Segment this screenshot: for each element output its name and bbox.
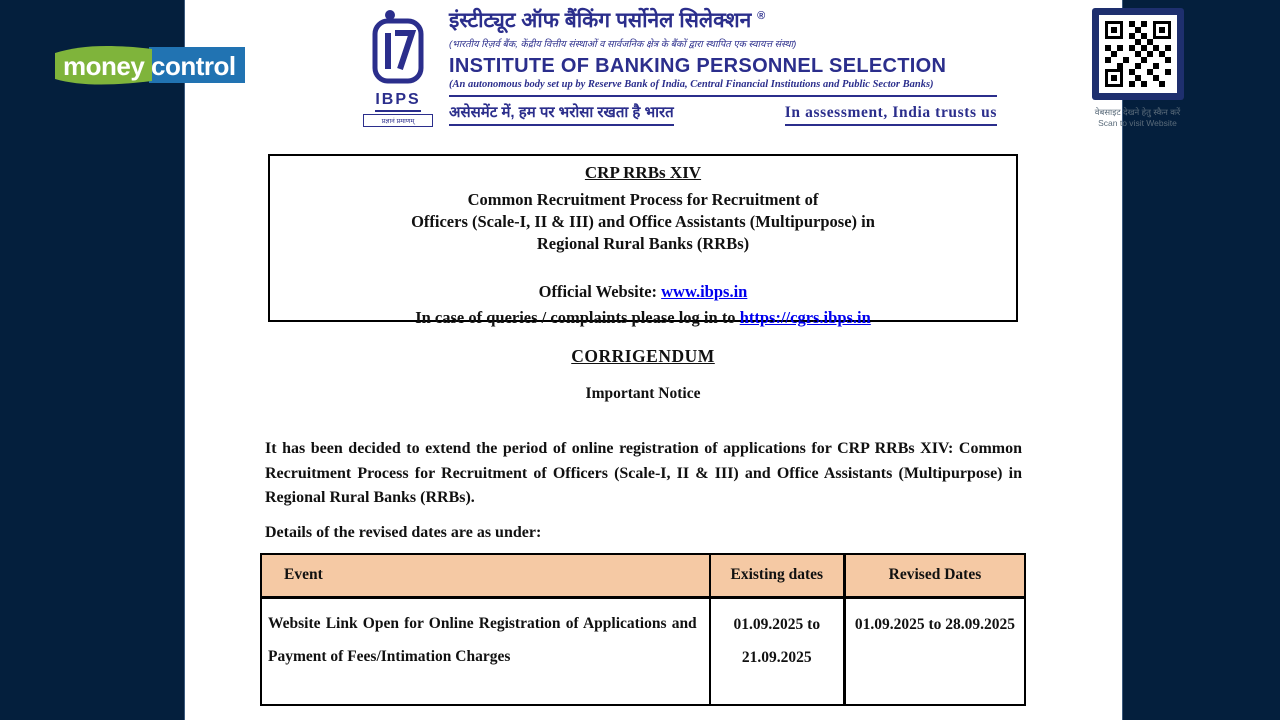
details-line: Details of the revised dates are as under:	[265, 524, 542, 541]
official-website-label: Official Website:	[538, 282, 662, 301]
moneycontrol-logo	[52, 42, 248, 88]
tagline-hindi: असेसमेंट में, हम पर भरोसा रखता है भारत	[449, 102, 674, 126]
qr-block	[1090, 8, 1185, 130]
ibps-motto: प्रज्ञानं प्रमाणम्	[363, 114, 433, 127]
tagline-row	[449, 95, 997, 126]
corrigendum-heading: CORRIGENDUM	[571, 346, 715, 366]
queries-label: In case of queries / complaints please log in to	[415, 308, 740, 327]
title-english: INSTITUTE OF BANKING PERSONNEL SELECTION	[449, 55, 947, 77]
title-hindi-text: इंस्टीट्यूट ऑफ बैंकिंग पर्सोनेल सिलेक्शन	[449, 9, 752, 32]
event-cell: Website Link Open for Online Registration of Applications and Payment of Fees/Intimation Charges	[261, 597, 710, 705]
registered-mark: ®	[757, 10, 766, 22]
subtitle-english: (An autonomous body set up by Reserve Bank of India, Central Financial Institutions and Public Sector Banks)	[449, 79, 934, 90]
notice-paragraph: It has been decided to extend the period of online registration of applications for CRP RRBs XIV: Common Recruitment Process for Recruitment of Officers (Scale-I, II & III) and Office Assistants (Multipurpose) in Regional Rural Banks (RRBs).	[265, 440, 1022, 506]
tagline-english: In assessment, India trusts us	[785, 104, 997, 126]
moneycontrol-logo-icon	[52, 42, 248, 88]
crp-line-2: Officers (Scale-I, II & III) and Office Assistants (Multipurpose) in	[411, 212, 875, 231]
crp-line-1: Common Recruitment Process for Recruitment of	[467, 190, 819, 209]
notice-document	[185, 0, 1181, 720]
ibps-logo	[363, 8, 433, 127]
column-header-event: Event	[261, 554, 710, 597]
important-notice-heading: Important Notice	[585, 385, 701, 402]
qr-caption-english: Scan to visit Website	[1098, 118, 1177, 129]
letterhead-text	[449, 6, 997, 126]
official-website-line	[270, 281, 1016, 303]
ibps-acronym: IBPS	[375, 91, 420, 112]
existing-dates-cell: 01.09.2025 to 21.09.2025	[710, 597, 845, 705]
crp-notice-box	[268, 154, 1018, 327]
subtitle-hindi: (भारतीय रिज़र्व बैंक, केंद्रीय वित्तीय संस्थाओं व सार्वजनिक क्षेत्र के बैंकों द्वारा स्थापित एक स्वायत्त संस्था)	[449, 39, 797, 50]
table-row	[261, 597, 1025, 705]
crp-title: CRP RRBs XIV	[584, 163, 702, 182]
table-header-row	[261, 554, 1025, 597]
ibps-website-link[interactable]: www.ibps.in	[661, 282, 748, 301]
revised-dates-cell: 01.09.2025 to 28.09.2025	[844, 597, 1025, 705]
ibps-emblem-icon	[370, 8, 426, 86]
revised-dates-table	[260, 553, 1026, 706]
column-header-existing-dates: Existing dates	[710, 554, 845, 597]
cgrs-link[interactable]: https://cgrs.ibps.in	[739, 308, 871, 327]
queries-line	[270, 307, 1016, 329]
crp-line-3: Regional Rural Banks (RRBs)	[536, 234, 750, 253]
column-header-revised-dates: Revised Dates	[844, 554, 1025, 597]
moneycontrol-word-control: control	[151, 51, 236, 81]
qr-code-icon	[1092, 8, 1184, 100]
qr-caption-hindi: वेबसाइट देखने हेतु स्कैन करें	[1094, 107, 1181, 117]
moneycontrol-word-money: money	[63, 51, 145, 81]
qr-caption	[1090, 107, 1185, 130]
title-hindi	[449, 6, 997, 34]
